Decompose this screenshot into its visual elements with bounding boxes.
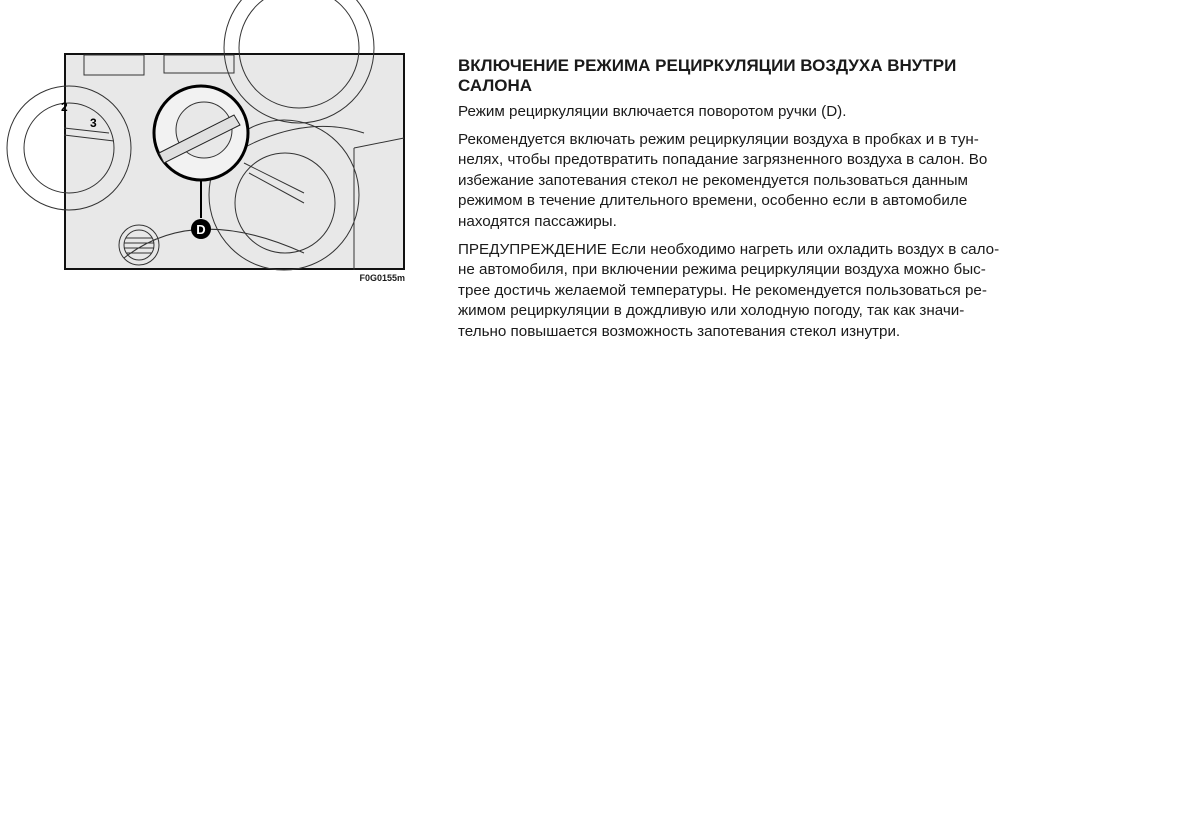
dashboard-illustration — [61, 53, 405, 270]
text-line: избежание запотевания стекол не рекомендуется пользоваться данным — [458, 171, 968, 189]
figure-caption: F0G0155m — [359, 273, 405, 283]
text-line: режимом в течение длительного времени, особенно если в автомобиле — [458, 192, 968, 210]
heading-line: ВКЛЮЧЕНИЕ РЕЖИМА РЕЦИРКУЛЯЦИИ ВОЗДУХА ВНУТРИ — [458, 56, 957, 75]
text-line: тельно повышается возможность запотевания стекол изнутри. — [458, 322, 901, 340]
dial-number-2: 2 — [61, 100, 68, 114]
text-line: Рекомендуется включать режим рециркуляции воздуха в пробках и в тун- — [458, 130, 979, 148]
dial-number-3: 3 — [90, 116, 97, 130]
text-line: Режим рециркуляции включается поворотом ручки (D). — [458, 103, 847, 120]
text-line: находятся пассажиры. — [458, 212, 617, 230]
text-line: не автомобиля, при включении режима рециркуляции воздуха можно быс- — [458, 261, 986, 279]
warning-paragraph — [458, 240, 1098, 343]
heading-line: САЛОНА — [458, 76, 533, 95]
text-line: нелях, чтобы предотвратить попадание загрязненного воздуха в салон. Во — [458, 151, 988, 169]
recirculation-knob-drawing — [61, 53, 405, 270]
paragraph-1 — [458, 102, 1098, 123]
text-line: жимом рециркуляции в дождливую или холодную погоду, так как значи- — [458, 302, 965, 320]
paragraph-2 — [458, 130, 1098, 233]
callout-d-label: D — [196, 222, 206, 237]
section-heading — [458, 56, 1098, 96]
article — [458, 56, 1098, 350]
text-line: трее достичь желаемой температуры. Не рекомендуется пользоваться ре- — [458, 281, 987, 299]
text-line: ПРЕДУПРЕЖДЕНИЕ Если необходимо нагреть или охладить воздух в сало- — [458, 240, 1000, 258]
